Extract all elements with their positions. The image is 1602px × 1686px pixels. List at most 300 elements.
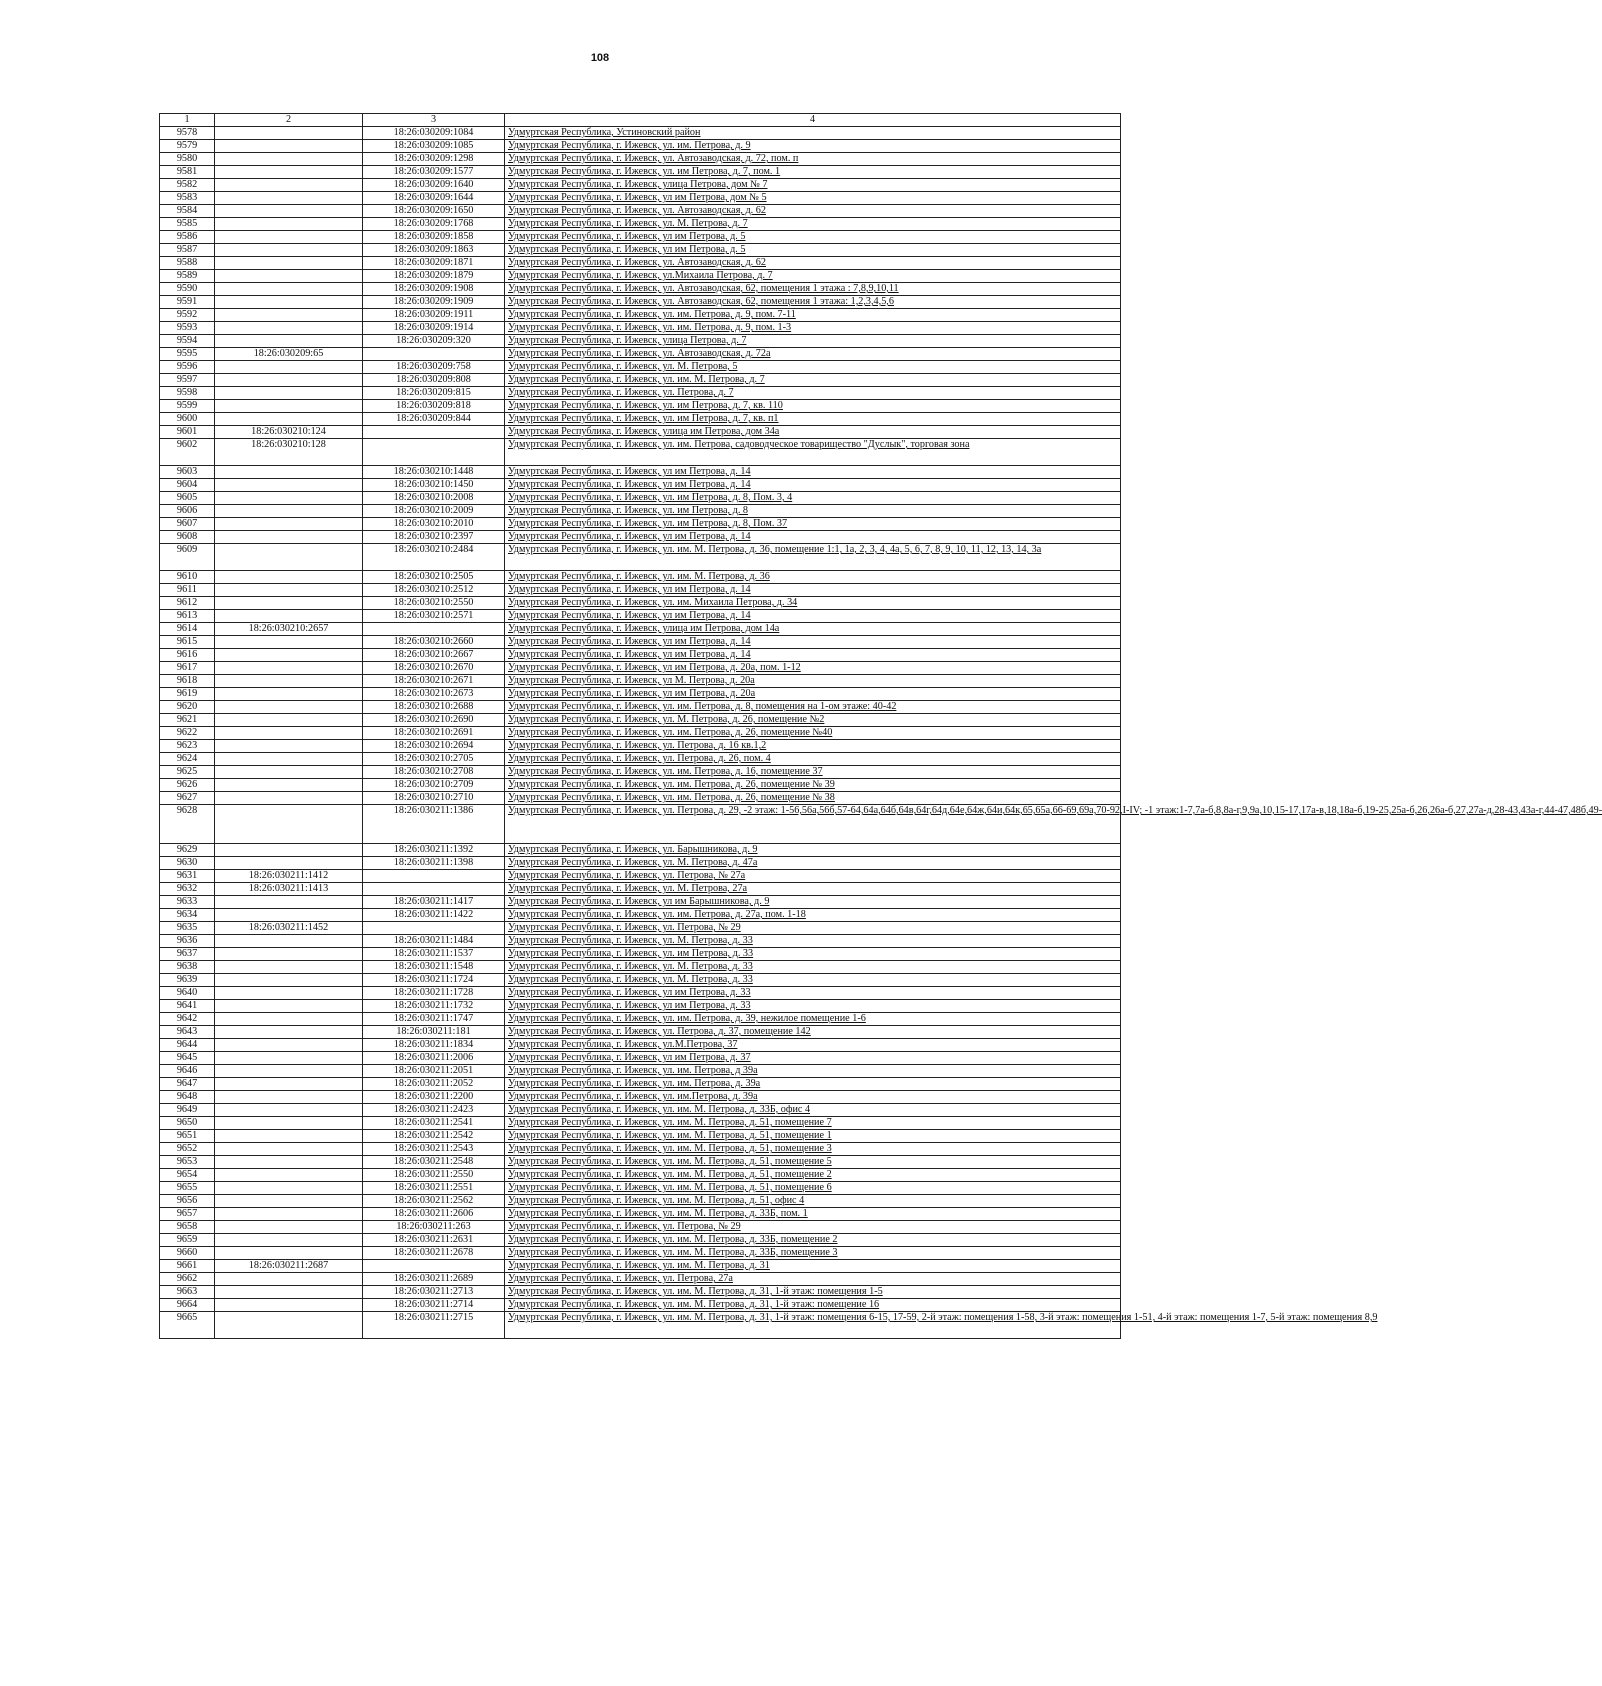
table-row — [160, 1143, 1121, 1156]
land-cadastral-number-cell: 18:26:030211:1452 — [215, 922, 363, 935]
land-cadastral-number-cell — [215, 283, 363, 296]
address-cell: Удмуртская Республика, г. Ижевск, ул им Петрова, д. 14 — [505, 479, 1121, 492]
building-cadastral-number-cell: 18:26:030211:2550 — [363, 1169, 505, 1182]
table-row — [160, 244, 1121, 257]
address-cell: Удмуртская Республика, г. Ижевск, ул. им. Петрова, д. 16, помещение 37 — [505, 766, 1121, 779]
building-cadastral-number-cell: 18:26:030210:2505 — [363, 571, 505, 584]
land-cadastral-number-cell — [215, 322, 363, 335]
table-row — [160, 597, 1121, 610]
address-cell: Удмуртская Республика, г. Ижевск, ул. Петрова, д. 16 кв.1,2 — [505, 740, 1121, 753]
land-cadastral-number-cell — [215, 1169, 363, 1182]
row-number-cell: 9633 — [160, 896, 215, 909]
table-row — [160, 270, 1121, 283]
address-cell: Удмуртская Республика, г. Ижевск, ул. им Петрова, д. 7, кв. 110 — [505, 400, 1121, 413]
building-cadastral-number-cell: 18:26:030211:1537 — [363, 948, 505, 961]
building-cadastral-number-cell: 18:26:030211:2200 — [363, 1091, 505, 1104]
row-number-cell: 9582 — [160, 179, 215, 192]
table-row — [160, 961, 1121, 974]
table-row — [160, 426, 1121, 439]
row-number-cell: 9619 — [160, 688, 215, 701]
row-number-cell: 9656 — [160, 1195, 215, 1208]
land-cadastral-number-cell — [215, 610, 363, 623]
land-cadastral-number-cell — [215, 779, 363, 792]
building-cadastral-number-cell: 18:26:030210:1450 — [363, 479, 505, 492]
table-row — [160, 1169, 1121, 1182]
table-row — [160, 896, 1121, 909]
land-cadastral-number-cell — [215, 1312, 363, 1339]
building-cadastral-number-cell: 18:26:030210:1448 — [363, 466, 505, 479]
row-number-cell: 9620 — [160, 701, 215, 714]
building-cadastral-number-cell: 18:26:030210:2670 — [363, 662, 505, 675]
table-row — [160, 1260, 1121, 1273]
land-cadastral-number-cell — [215, 1026, 363, 1039]
table-row — [160, 1013, 1121, 1026]
land-cadastral-number-cell — [215, 571, 363, 584]
table-row — [160, 714, 1121, 727]
building-cadastral-number-cell: 18:26:030211:263 — [363, 1221, 505, 1234]
building-cadastral-number-cell: 18:26:030211:2052 — [363, 1078, 505, 1091]
land-cadastral-number-cell — [215, 792, 363, 805]
table-row — [160, 1312, 1121, 1339]
land-cadastral-number-cell — [215, 492, 363, 505]
table-row — [160, 374, 1121, 387]
row-number-cell: 9598 — [160, 387, 215, 400]
building-cadastral-number-cell: 18:26:030211:2423 — [363, 1104, 505, 1117]
address-cell: Удмуртская Республика, г. Ижевск, ул. им. Петрова, д. 26, помещение № 38 — [505, 792, 1121, 805]
building-cadastral-number-cell: 18:26:030210:2512 — [363, 584, 505, 597]
table-row — [160, 140, 1121, 153]
address-cell: Удмуртская Республика, г. Ижевск, ул им Петрова, д. 14 — [505, 636, 1121, 649]
land-cadastral-number-cell — [215, 218, 363, 231]
land-cadastral-number-cell — [215, 205, 363, 218]
row-number-cell: 9630 — [160, 857, 215, 870]
row-number-cell: 9653 — [160, 1156, 215, 1169]
land-cadastral-number-cell — [215, 636, 363, 649]
building-cadastral-number-cell: 18:26:030211:2548 — [363, 1156, 505, 1169]
row-number-cell: 9604 — [160, 479, 215, 492]
row-number-cell: 9605 — [160, 492, 215, 505]
row-number-cell: 9650 — [160, 1117, 215, 1130]
table-row — [160, 584, 1121, 597]
land-cadastral-number-cell — [215, 179, 363, 192]
row-number-cell: 9614 — [160, 623, 215, 636]
row-number-cell: 9664 — [160, 1299, 215, 1312]
address-cell: Удмуртская Республика, г. Ижевск, ул. Петрова, д. 37, помещение 142 — [505, 1026, 1121, 1039]
table-row — [160, 1273, 1121, 1286]
address-cell: Удмуртская Республика, г. Ижевск, ул. им. Петрова, д. 26, помещение № 39 — [505, 779, 1121, 792]
address-cell: Удмуртская Республика, г. Ижевск, ул. им. М. Петрова, д. 31 — [505, 1260, 1121, 1273]
address-cell: Удмуртская Республика, г. Ижевск, ул. им. Михаила Петрова, д. 34 — [505, 597, 1121, 610]
land-cadastral-number-cell: 18:26:030211:1413 — [215, 883, 363, 896]
table-row — [160, 623, 1121, 636]
land-cadastral-number-cell — [215, 727, 363, 740]
row-number-cell: 9627 — [160, 792, 215, 805]
table-row — [160, 987, 1121, 1000]
row-number-cell: 9625 — [160, 766, 215, 779]
building-cadastral-number-cell: 18:26:030210:2709 — [363, 779, 505, 792]
row-number-cell: 9590 — [160, 283, 215, 296]
address-cell: Удмуртская Республика, г. Ижевск, ул. М. Петрова, 27а — [505, 883, 1121, 896]
table-row — [160, 935, 1121, 948]
table-row — [160, 701, 1121, 714]
land-cadastral-number-cell — [215, 1091, 363, 1104]
building-cadastral-number-cell: 18:26:030209:758 — [363, 361, 505, 374]
building-cadastral-number-cell: 18:26:030209:808 — [363, 374, 505, 387]
row-number-cell: 9581 — [160, 166, 215, 179]
table-row — [160, 179, 1121, 192]
row-number-cell: 9608 — [160, 531, 215, 544]
address-cell: Удмуртская Республика, г. Ижевск, ул. им Петрова, д. 33 — [505, 948, 1121, 961]
row-number-cell: 9624 — [160, 753, 215, 766]
row-number-cell: 9643 — [160, 1026, 215, 1039]
address-cell: Удмуртская Республика, г. Ижевск, ул. им. Петрова, д. 9 — [505, 140, 1121, 153]
building-cadastral-number-cell — [363, 623, 505, 636]
table-row — [160, 387, 1121, 400]
address-cell: Удмуртская Республика, г. Ижевск, ул. Автозаводская, д. 62 — [505, 205, 1121, 218]
table-row — [160, 792, 1121, 805]
row-number-cell: 9661 — [160, 1260, 215, 1273]
building-cadastral-number-cell: 18:26:030210:2550 — [363, 597, 505, 610]
land-cadastral-number-cell — [215, 766, 363, 779]
building-cadastral-number-cell: 18:26:030211:2542 — [363, 1130, 505, 1143]
table-row — [160, 309, 1121, 322]
address-cell: Удмуртская Республика, г. Ижевск, ул. Барышникова, д. 9 — [505, 844, 1121, 857]
row-number-cell: 9601 — [160, 426, 215, 439]
building-cadastral-number-cell: 18:26:030209:1863 — [363, 244, 505, 257]
address-cell: Удмуртская Республика, г. Ижевск, ул им Петрова, д. 20а — [505, 688, 1121, 701]
land-cadastral-number-cell — [215, 1065, 363, 1078]
row-number-cell: 9600 — [160, 413, 215, 426]
row-number-cell: 9612 — [160, 597, 215, 610]
land-cadastral-number-cell — [215, 740, 363, 753]
land-cadastral-number-cell — [215, 1247, 363, 1260]
land-cadastral-number-cell — [215, 270, 363, 283]
table-row — [160, 531, 1121, 544]
table-row — [160, 844, 1121, 857]
building-cadastral-number-cell: 18:26:030210:2571 — [363, 610, 505, 623]
table-row — [160, 1039, 1121, 1052]
land-cadastral-number-cell — [215, 544, 363, 571]
land-cadastral-number-cell — [215, 231, 363, 244]
table-row — [160, 857, 1121, 870]
building-cadastral-number-cell: 18:26:030211:1484 — [363, 935, 505, 948]
land-cadastral-number-cell — [215, 896, 363, 909]
row-number-cell: 9603 — [160, 466, 215, 479]
building-cadastral-number-cell: 18:26:030211:1724 — [363, 974, 505, 987]
table-row — [160, 1117, 1121, 1130]
address-cell: Удмуртская Республика, г. Ижевск, ул.М.Петрова, 37 — [505, 1039, 1121, 1052]
address-cell: Удмуртская Республика, г. Ижевск, ул. М. Петрова, д. 47а — [505, 857, 1121, 870]
row-number-cell: 9626 — [160, 779, 215, 792]
building-cadastral-number-cell: 18:26:030210:2010 — [363, 518, 505, 531]
land-cadastral-number-cell — [215, 374, 363, 387]
building-cadastral-number-cell: 18:26:030211:2689 — [363, 1273, 505, 1286]
land-cadastral-number-cell — [215, 531, 363, 544]
row-number-cell: 9591 — [160, 296, 215, 309]
land-cadastral-number-cell — [215, 387, 363, 400]
building-cadastral-number-cell: 18:26:030209:815 — [363, 387, 505, 400]
row-number-cell: 9586 — [160, 231, 215, 244]
row-number-cell: 9606 — [160, 505, 215, 518]
address-cell: Удмуртская Республика, г. Ижевск, ул им Петрова, д. 14 — [505, 466, 1121, 479]
row-number-cell: 9589 — [160, 270, 215, 283]
address-cell: Удмуртская Республика, г. Ижевск, ул. им. Петрова, д. 9, пом. 1-3 — [505, 322, 1121, 335]
table-row — [160, 779, 1121, 792]
address-cell: Удмуртская Республика, г. Ижевск, ул М. Петрова, д. 20а — [505, 675, 1121, 688]
address-cell: Удмуртская Республика, г. Ижевск, ул им Петрова, д. 37 — [505, 1052, 1121, 1065]
row-number-cell: 9655 — [160, 1182, 215, 1195]
address-cell: Удмуртская Республика, г. Ижевск, ул. им.Петрова, д. 39а — [505, 1091, 1121, 1104]
land-cadastral-number-cell — [215, 1052, 363, 1065]
land-cadastral-number-cell — [215, 857, 363, 870]
land-cadastral-number-cell — [215, 1156, 363, 1169]
land-cadastral-number-cell — [215, 479, 363, 492]
address-cell: Удмуртская Республика, г. Ижевск, ул. им. Петрова, д 39а — [505, 1065, 1121, 1078]
table-row — [160, 883, 1121, 896]
row-number-cell: 9658 — [160, 1221, 215, 1234]
building-cadastral-number-cell: 18:26:030211:2715 — [363, 1312, 505, 1339]
land-cadastral-number-cell — [215, 244, 363, 257]
row-number-cell: 9662 — [160, 1273, 215, 1286]
building-cadastral-number-cell: 18:26:030209:844 — [363, 413, 505, 426]
row-number-cell: 9628 — [160, 805, 215, 844]
row-number-cell: 9635 — [160, 922, 215, 935]
row-number-cell: 9621 — [160, 714, 215, 727]
land-cadastral-number-cell — [215, 166, 363, 179]
land-cadastral-number-cell — [215, 1208, 363, 1221]
address-cell: Удмуртская Республика, г. Ижевск, ул. Автозаводская, 62, помещения 1 этажа : 7,8,9,10,11 — [505, 283, 1121, 296]
address-cell: Удмуртская Республика, г. Ижевск, ул. Петрова, № 29 — [505, 1221, 1121, 1234]
building-cadastral-number-cell: 18:26:030211:2543 — [363, 1143, 505, 1156]
land-cadastral-number-cell — [215, 805, 363, 844]
row-number-cell: 9648 — [160, 1091, 215, 1104]
row-number-cell: 9642 — [160, 1013, 215, 1026]
address-cell: Удмуртская Республика, г. Ижевск, ул. им. М. Петрова, д. 51, помещение 1 — [505, 1130, 1121, 1143]
land-cadastral-number-cell — [215, 192, 363, 205]
table-row — [160, 153, 1121, 166]
row-number-cell: 9617 — [160, 662, 215, 675]
table-row — [160, 296, 1121, 309]
land-cadastral-number-cell — [215, 714, 363, 727]
table-row — [160, 205, 1121, 218]
address-cell: Удмуртская Республика, г. Ижевск, ул. им Петрова, д. 7, пом. 1 — [505, 166, 1121, 179]
address-cell: Удмуртская Республика, г. Ижевск, улица Петрова, дом № 7 — [505, 179, 1121, 192]
row-number-cell: 9629 — [160, 844, 215, 857]
building-cadastral-number-cell: 18:26:030211:1548 — [363, 961, 505, 974]
address-cell: Удмуртская Республика, г. Ижевск, ул им Петрова, д. 14 — [505, 649, 1121, 662]
land-cadastral-number-cell — [215, 153, 363, 166]
land-cadastral-number-cell — [215, 518, 363, 531]
land-cadastral-number-cell: 18:26:030210:124 — [215, 426, 363, 439]
row-number-cell: 9580 — [160, 153, 215, 166]
table-row — [160, 1026, 1121, 1039]
table-row — [160, 413, 1121, 426]
table-row — [160, 400, 1121, 413]
table-row — [160, 1156, 1121, 1169]
row-number-cell: 9579 — [160, 140, 215, 153]
land-cadastral-number-cell — [215, 1221, 363, 1234]
row-number-cell: 9607 — [160, 518, 215, 531]
table-row — [160, 1091, 1121, 1104]
row-number-cell: 9634 — [160, 909, 215, 922]
address-cell: Удмуртская Республика, г. Ижевск, ул им Петрова, д. 5 — [505, 231, 1121, 244]
land-cadastral-number-cell — [215, 1117, 363, 1130]
land-cadastral-number-cell — [215, 466, 363, 479]
building-cadastral-number-cell: 18:26:030210:2705 — [363, 753, 505, 766]
row-number-cell: 9583 — [160, 192, 215, 205]
row-number-cell: 9641 — [160, 1000, 215, 1013]
address-cell: Удмуртская Республика, г. Ижевск, ул. им. М. Петрова, д. 31, 1-й этаж: помещение 16 — [505, 1299, 1121, 1312]
address-cell: Удмуртская Республика, г. Ижевск, ул. Петрова, № 29 — [505, 922, 1121, 935]
land-cadastral-number-cell — [215, 1182, 363, 1195]
address-cell: Удмуртская Республика, г. Ижевск, ул. им. М. Петрова, д. 33Б, помещение 3 — [505, 1247, 1121, 1260]
address-cell: Удмуртская Республика, г. Ижевск, ул. М. Петрова, 5 — [505, 361, 1121, 374]
address-cell: Удмуртская Республика, г. Ижевск, ул. Автозаводская, д. 62 — [505, 257, 1121, 270]
table-row — [160, 466, 1121, 479]
address-cell: Удмуртская Республика, г. Ижевск, ул. им. М. Петрова, д. 33Б, помещение 2 — [505, 1234, 1121, 1247]
building-cadastral-number-cell: 18:26:030209:1908 — [363, 283, 505, 296]
column-header-1: 1 — [160, 114, 215, 127]
row-number-cell: 9599 — [160, 400, 215, 413]
building-cadastral-number-cell: 18:26:030209:1577 — [363, 166, 505, 179]
table-row — [160, 766, 1121, 779]
land-cadastral-number-cell — [215, 413, 363, 426]
row-number-cell: 9616 — [160, 649, 215, 662]
land-cadastral-number-cell — [215, 1013, 363, 1026]
table-row — [160, 192, 1121, 205]
row-number-cell: 9640 — [160, 987, 215, 1000]
table-row — [160, 166, 1121, 179]
building-cadastral-number-cell — [363, 348, 505, 361]
row-number-cell: 9587 — [160, 244, 215, 257]
land-cadastral-number-cell — [215, 1195, 363, 1208]
building-cadastral-number-cell: 18:26:030211:2541 — [363, 1117, 505, 1130]
address-cell: Удмуртская Республика, г. Ижевск, ул. Петрова, № 27а — [505, 870, 1121, 883]
row-number-cell: 9632 — [160, 883, 215, 896]
address-cell: Удмуртская Республика, г. Ижевск, ул. им. М. Петрова, д. 51, помещение 7 — [505, 1117, 1121, 1130]
building-cadastral-number-cell — [363, 922, 505, 935]
address-cell: Удмуртская Республика, г. Ижевск, ул им Петрова, д. 14 — [505, 531, 1121, 544]
building-cadastral-number-cell: 18:26:030211:2562 — [363, 1195, 505, 1208]
address-cell: Удмуртская Республика, г. Ижевск, ул. М. Петрова, д. 7 — [505, 218, 1121, 231]
address-cell: Удмуртская Республика, г. Ижевск, улица им Петрова, дом 14а — [505, 623, 1121, 636]
land-cadastral-number-cell — [215, 1104, 363, 1117]
address-cell: Удмуртская Республика, г. Ижевск, ул. им Петрова, д. 7, кв. п1 — [505, 413, 1121, 426]
land-cadastral-number-cell: 18:26:030211:1412 — [215, 870, 363, 883]
address-cell: Удмуртская Республика, г. Ижевск, ул. им. Петрова, д. 8, помещения на 1-ом этаже: 40-42 — [505, 701, 1121, 714]
address-cell: Удмуртская Республика, г. Ижевск, ул. им. М. Петрова, д. 36 — [505, 571, 1121, 584]
building-cadastral-number-cell: 18:26:030209:1909 — [363, 296, 505, 309]
building-cadastral-number-cell: 18:26:030209:320 — [363, 335, 505, 348]
row-number-cell: 9646 — [160, 1065, 215, 1078]
address-cell: Удмуртская Республика, г. Ижевск, улица им Петрова, дом 34а — [505, 426, 1121, 439]
land-cadastral-number-cell — [215, 400, 363, 413]
land-cadastral-number-cell — [215, 844, 363, 857]
table-row — [160, 688, 1121, 701]
table-row — [160, 948, 1121, 961]
building-cadastral-number-cell: 18:26:030211:1417 — [363, 896, 505, 909]
column-header-2: 2 — [215, 114, 363, 127]
building-cadastral-number-cell — [363, 426, 505, 439]
table-row — [160, 727, 1121, 740]
table-row — [160, 675, 1121, 688]
table-row — [160, 1247, 1121, 1260]
table-row — [160, 1052, 1121, 1065]
building-cadastral-number-cell: 18:26:030210:2667 — [363, 649, 505, 662]
land-cadastral-number-cell — [215, 675, 363, 688]
address-cell: Удмуртская Республика, г. Ижевск, ул. им Петрова, д. 8, Пом. 3, 4 — [505, 492, 1121, 505]
row-number-cell: 9618 — [160, 675, 215, 688]
building-cadastral-number-cell — [363, 1260, 505, 1273]
address-cell: Удмуртская Республика, г. Ижевск, ул. Автозаводская, д. 72а — [505, 348, 1121, 361]
land-cadastral-number-cell — [215, 688, 363, 701]
building-cadastral-number-cell — [363, 439, 505, 466]
land-cadastral-number-cell — [215, 1130, 363, 1143]
table-row — [160, 1221, 1121, 1234]
address-cell: Удмуртская Республика, г. Ижевск, ул. им Петрова, д. 8 — [505, 505, 1121, 518]
building-cadastral-number-cell: 18:26:030210:2660 — [363, 636, 505, 649]
table-row — [160, 257, 1121, 270]
land-cadastral-number-cell — [215, 361, 363, 374]
address-cell: Удмуртская Республика, г. Ижевск, ул им Петрова, д. 14 — [505, 584, 1121, 597]
table-row — [160, 1130, 1121, 1143]
row-number-cell: 9615 — [160, 636, 215, 649]
land-cadastral-number-cell — [215, 935, 363, 948]
address-cell: Удмуртская Республика, г. Ижевск, ул им Петрова, дом № 5 — [505, 192, 1121, 205]
land-cadastral-number-cell: 18:26:030209:65 — [215, 348, 363, 361]
building-cadastral-number-cell: 18:26:030211:2606 — [363, 1208, 505, 1221]
row-number-cell: 9657 — [160, 1208, 215, 1221]
building-cadastral-number-cell: 18:26:030210:2671 — [363, 675, 505, 688]
table-row — [160, 322, 1121, 335]
address-cell: Удмуртская Республика, г. Ижевск, ул. им. М. Петрова, д. 7 — [505, 374, 1121, 387]
table-header-row — [160, 114, 1121, 127]
address-cell: Удмуртская Республика, г. Ижевск, ул. им. М. Петрова, д. 51, помещение 3 — [505, 1143, 1121, 1156]
table-row — [160, 231, 1121, 244]
building-cadastral-number-cell: 18:26:030211:2713 — [363, 1286, 505, 1299]
address-cell: Удмуртская Республика, г. Ижевск, ул. М. Петрова, д. 33 — [505, 974, 1121, 987]
land-cadastral-number-cell — [215, 974, 363, 987]
table-row — [160, 335, 1121, 348]
address-cell: Удмуртская Республика, г. Ижевск, ул им Барышникова, д. 9 — [505, 896, 1121, 909]
address-cell: Удмуртская Республика, г. Ижевск, ул. Петрова, д. 7 — [505, 387, 1121, 400]
table-row — [160, 753, 1121, 766]
land-cadastral-number-cell — [215, 140, 363, 153]
table-row — [160, 505, 1121, 518]
land-cadastral-number-cell — [215, 505, 363, 518]
address-cell: Удмуртская Республика, г. Ижевск, ул им Петрова, д. 20а, пом. 1-12 — [505, 662, 1121, 675]
row-number-cell: 9631 — [160, 870, 215, 883]
building-cadastral-number-cell — [363, 883, 505, 896]
building-cadastral-number-cell: 18:26:030209:1914 — [363, 322, 505, 335]
row-number-cell: 9638 — [160, 961, 215, 974]
building-cadastral-number-cell: 18:26:030210:2008 — [363, 492, 505, 505]
land-cadastral-number-cell — [215, 649, 363, 662]
table-row — [160, 1104, 1121, 1117]
row-number-cell: 9610 — [160, 571, 215, 584]
table-row — [160, 1208, 1121, 1221]
building-cadastral-number-cell: 18:26:030211:1747 — [363, 1013, 505, 1026]
row-number-cell: 9584 — [160, 205, 215, 218]
building-cadastral-number-cell: 18:26:030210:2710 — [363, 792, 505, 805]
building-cadastral-number-cell — [363, 870, 505, 883]
land-cadastral-number-cell — [215, 1299, 363, 1312]
table-row — [160, 1286, 1121, 1299]
building-cadastral-number-cell: 18:26:030211:1422 — [363, 909, 505, 922]
row-number-cell: 9639 — [160, 974, 215, 987]
land-cadastral-number-cell — [215, 987, 363, 1000]
building-cadastral-number-cell: 18:26:030211:1732 — [363, 1000, 505, 1013]
